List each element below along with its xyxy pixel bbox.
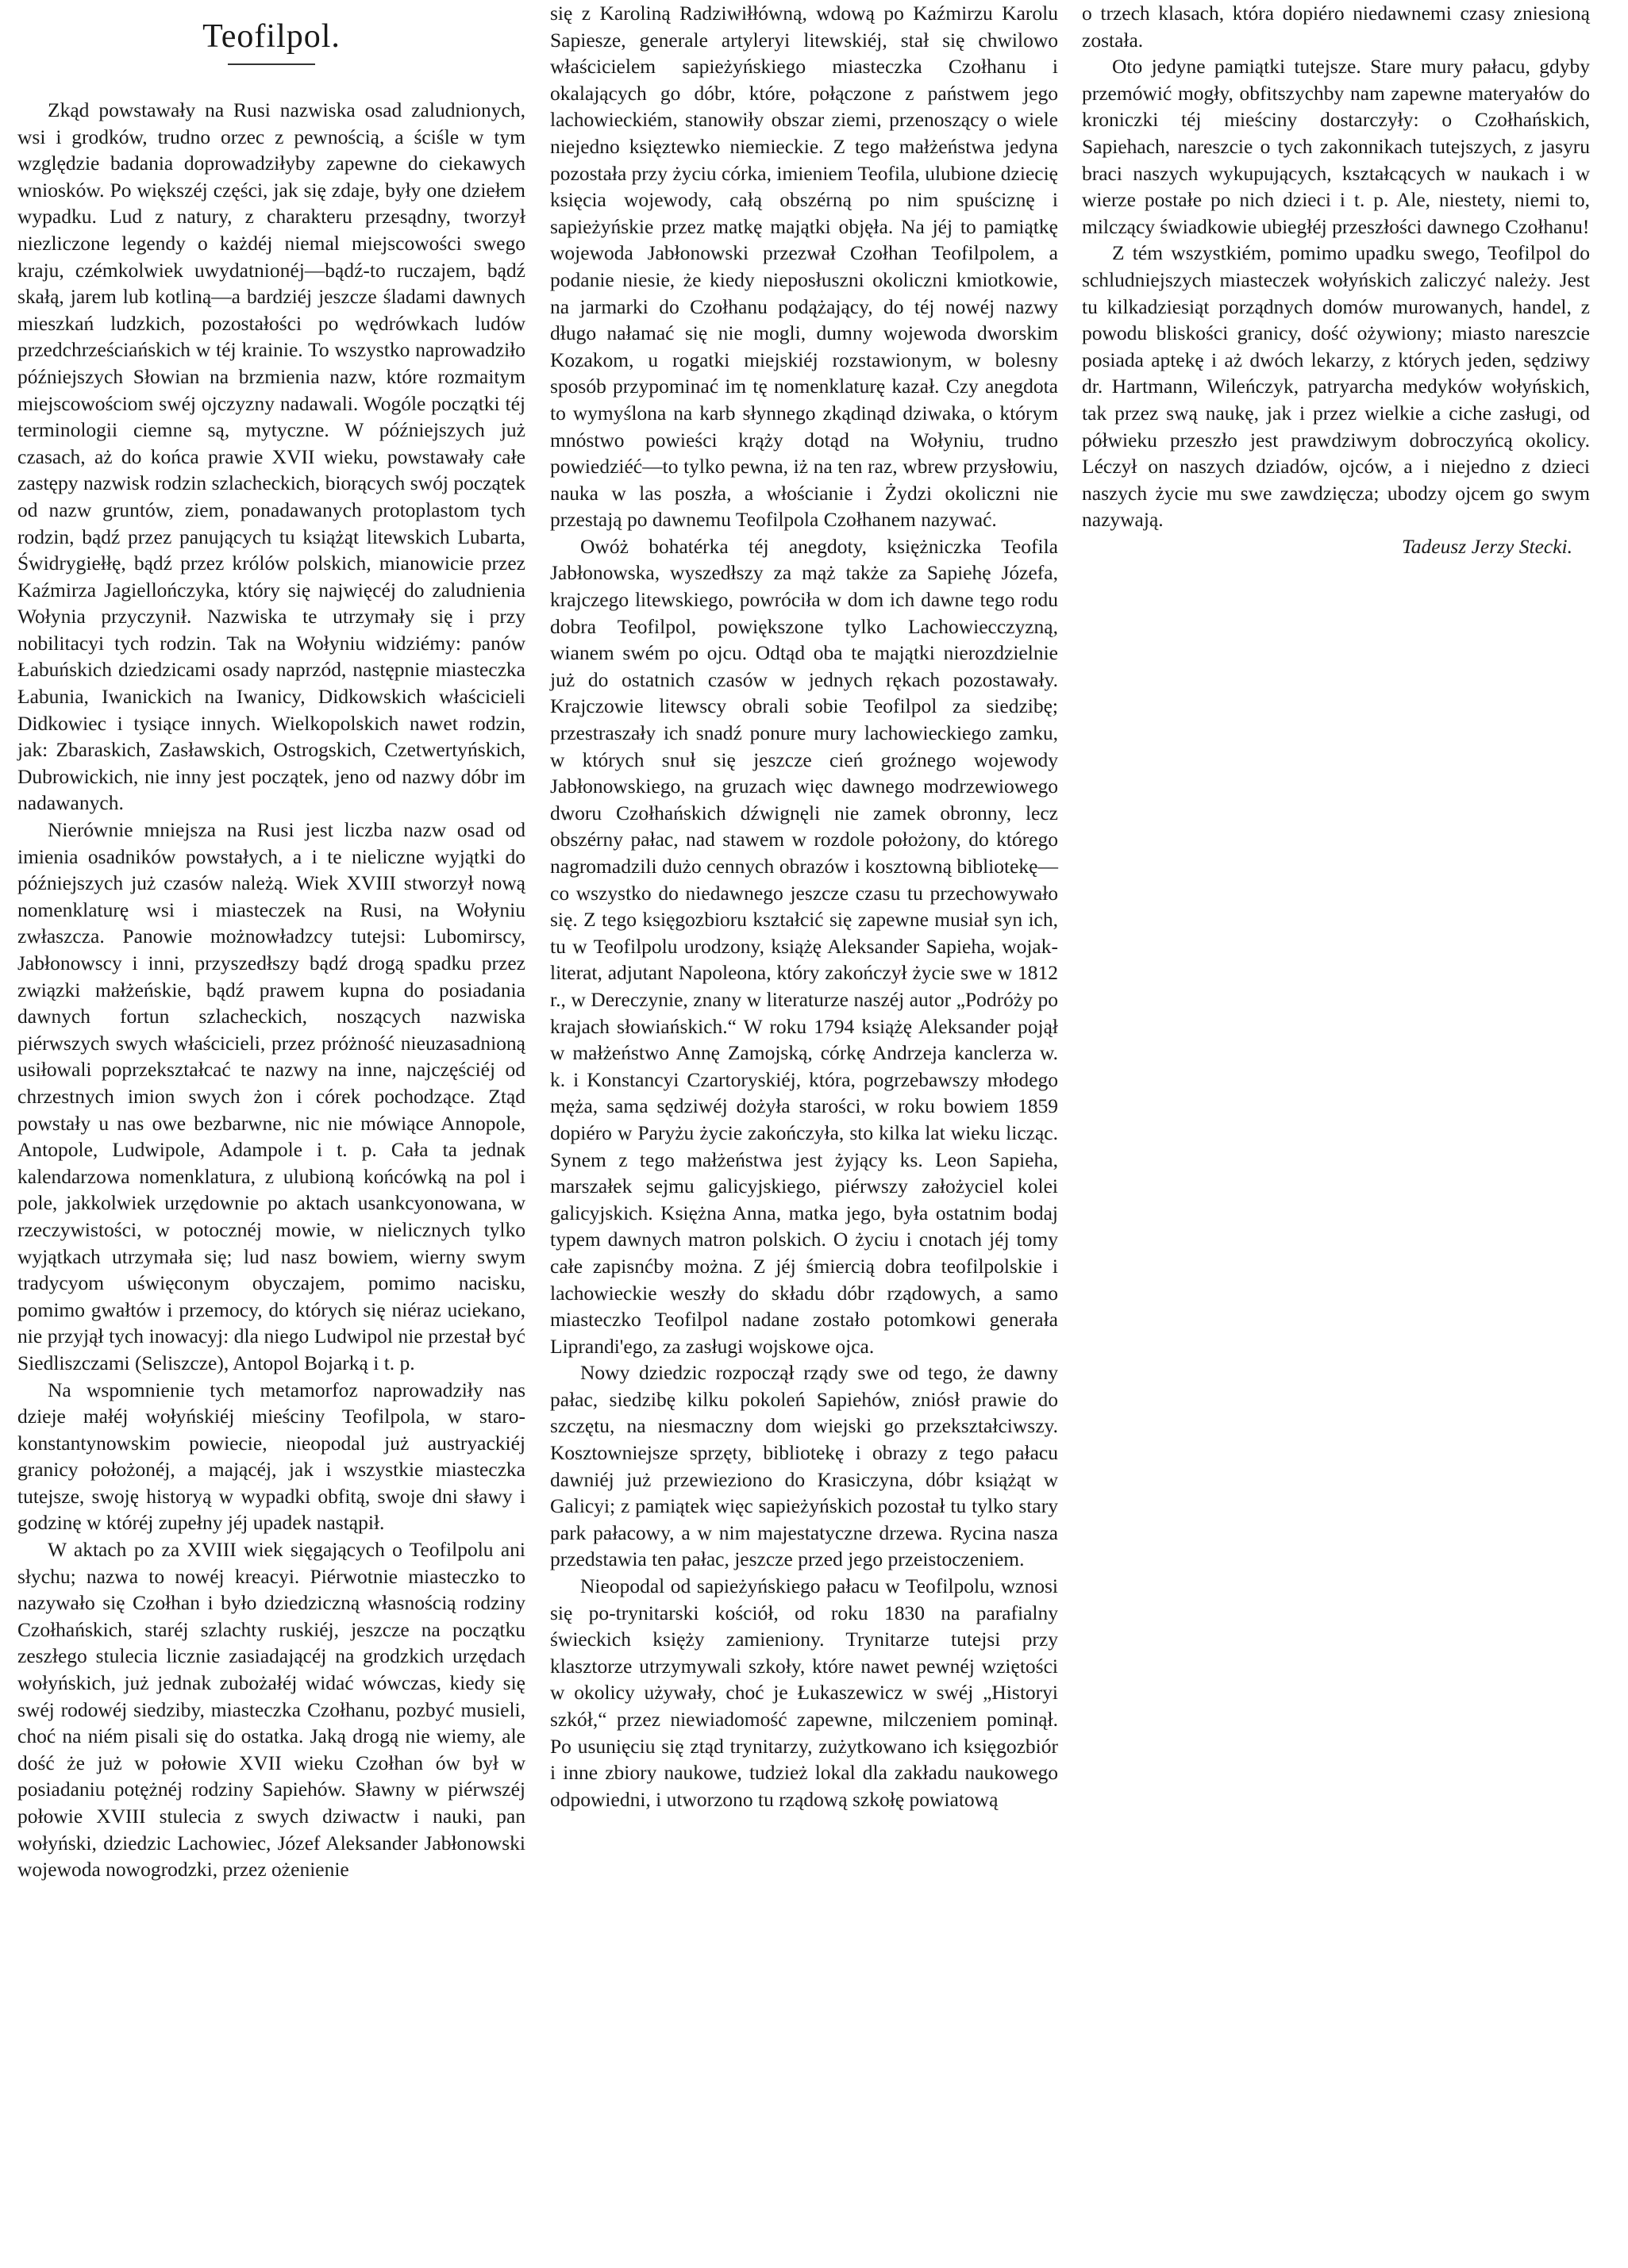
paragraph: Oto jedyne pamiątki tutejsze. Stare mury pałacu, gdyby przemówić mogły, obfitszychby nam zapewne materyałów do kroniczki téj mieściny dostarczyły: o Czołhańskich, Sapiehach, nareszcie o tych zakonnikach tutejszych, z jasyru braci naszych wykupujących, kształcących w naukach i w wierze postałe po nich dzieci i t. p. Ale, niestety, niemi to, milczący świadkowie ubiegłéj przeszłości dawnego Czołhanu! — [1082, 55, 1590, 238]
column-2 — [550, 0, 1058, 1812]
column-1 — [17, 14, 525, 1883]
paragraph: W aktach po za XVIII wiek sięgających o Teofilpolu ani słychu; nazwa to nowéj kreacyi. Piérwotnie miasteczko to nazywało się Czołhan i było dziedziczną własnością rodziny Czołhańskich, staréj szlachty ruskiéj, jeszcze na początku zeszłego stulecia licznie zasiadającéj na grodzkich urzędach wołyńskich, już jednak zubożałéj widać wówczas, kiedy się swéj rodowéj siedziby, miasteczka Czołhanu, pozbyć musieli, choć na niém pisali się do ostatka. Jaką drogą nie wiemy, ale dość że już w połowie XVII wieku Czołhan ów był w posiadaniu potężnéj rodziny Sapiehów. Sławny w piérwszéj połowie XVIII stulecia z swych dziwactw i nauki, pan wołyński, dziedzic Lachowiec, Józef Aleksander Jabłonowski wojewoda nowogrodzki, przez ożenienie — [17, 1538, 525, 1882]
title-rule — [228, 63, 315, 65]
column-3 — [1082, 0, 1590, 559]
paragraph: Na wspomnienie tych metamorfoz naprowadziły nas dzieje małéj wołyńskiéj mieściny Teofilpola, w staro-konstantynowskim powiecie, nieopodal już austryackiéj granicy położonéj, a mającéj, jak i wszystkie miasteczka tutejsze, swoję historyą w wypadki obfitą, swoje dni sławy i godzinę w któréj zupełny jéj upadek nastąpił. — [17, 1378, 525, 1535]
article-title: Teofilpol. — [202, 18, 341, 55]
author-signature: Tadeusz Jerzy Stecki. — [1401, 534, 1572, 558]
paragraph: Nowy dziedzic rozpoczął rządy swe od tego, że dawny pałac, siedzibę kilku pokoleń Sapiehów, zniósł prawie do szczętu, na niesmaczny dom wiejski go przekształciwszy. Kosztowniejsze sprzęty, bibliotekę i obrazy z tego pałacu dawniéj już przewieziono do Krasiczyna, dóbr książąt w Galicyi; z pamiątek więc sapieżyńskich pozostał tu tylko stary park pałacowy, a w nim majestatyczne drzewa. Rycina nasza przedstawia ten pałac, jeszcze przed jego przeistoczeniem. — [550, 1361, 1058, 1571]
paragraph: się z Karoliną Radziwiłłówną, wdową po Kaźmirzu Karolu Sapiesze, generale artyleryi litewskiéj, stał się chwilowo właścicielem sapieżyńskiego miasteczka Czołhanu i okalających go dóbr, które, połączone z państwem jego lachowieckiém, stanowiły obszar ziemi, przenoszący o wiele niejedno księztewko niemieckie. Z tego małżeństwa jedyna pozostała przy życiu córka, imieniem Teofila, ulubione dziecię księcia wojewody, całą obszérną po nim spuściznę i sapieżyńskie przez matkę majątki objęła. Na jéj to pamiątkę wojewoda Jabłonowski przezwał Czołhan Teofilpolem, a podanie niesie, że kiedy nieposłuszni okoliczni kmiotkowie, na jarmarki do Czołhanu podążający, do téj nowéj nazwy długo nałamać się nie mogli, dumny wojewoda dworskim Kozakom, u rogatki miejskiéj rozstawionym, w bolesny sposób przypominać im tę nomenklaturę kazał. Czy anegdota to wymyślona na karb słynnego zkądinąd dziwaka, o którym mnóstwo powieści krąży dotąd na Wołyniu, trudno powiedziéć—to tylko pewna, iż na ten raz, wbrew przysłowiu, nauka w las poszła, a włościanie i Żydzi okoliczni nie przestają po dawnemu Teofilpola Czołhanem nazywać. — [550, 2, 1058, 532]
paragraph: o trzech klasach, która dopiéro niedawnemi czasy zniesioną została. — [1082, 2, 1590, 52]
paragraph: Zkąd powstawały na Rusi nazwiska osad zaludnionych, wsi i grodków, trudno orzec z pewnością, a ściśle w tym względzie badania doprowadziłyby zapewne do ciekawych wniosków. Po większéj części, jak się zdaje, były one dziełem wypadku. Lud z natury, z charakteru przesądny, tworzył niezliczone legendy o każdéj niemal miejscowości swego kraju, czémkolwiek uwydatnionéj—bądź-to ruczajem, bądź skałą, jarem lub kotliną—a bardziéj jeszcze śladami dawnych mieszkań ludzkich, pozostałości po wędrówkach ludów przedchrześciańskich w téj krainie. To wszystko naprowadziło późniejszych Słowian na brzmienia nazw, które rozmaitym miejscowościom swéj ojczyzny nadawali. Wogóle początki téj terminologii ciemne są, mytyczne. W późniejszych już czasach, aż do końca prawie XVII wieku, powstawały całe zastępy nazwisk rodzin szlacheckich, biorących swój początek od nazw gruntów, ziem, ponadawanych protoplastom tych rodzin, bądź przez panujących tu książąt litewskich Lubarta, Świdrygiełłę, bądź przez królów polskich, mianowicie przez Kaźmirza Jagiellończyka, który się najwięcéj do zaludnienia Wołynia przyczynił. Nazwiska te utrzymały się i przy nobilitacyi tych rodzin. Tak na Wołyniu widziémy: panów Łabuńskich dziedzicami osady naprzód, następnie miasteczka Łabunia, Iwanickich na Iwanicy, Didkowskich właścicieli Didkowiec i tysiące innych. Wielkopolskich nawet rodzin, jak: Zbaraskich, Zasławskich, Ostrogskich, Czetwertyńskich, Dubrowickich, nie inny jest początek, jeno od nazwy dóbr im nadawanych. — [17, 98, 525, 815]
paragraph: Owóż bohatérka téj anegdoty, księżniczka Teofila Jabłonowska, wyszedłszy za mąż także za Sapiehę Józefa, krajczego litewskiego, powróciła w dom ich dawne tego rodu dobra Teofilpol, powiększone tylko Lachowiecczyzną, wianem swém po ojcu. Odtąd oba te majątki nierozdzielnie już do ostatnich czasów w jednych rękach pozostawały. Krajczowie litewscy obrali sobie Teofilpol za siedzibę; przestraszały ich snadź ponure mury lachowieckiego zamku, w których snuł się jeszcze cień groźnego wojewody Jabłonowskiego, na gruzach więc dawnego modrzewiowego dworu Czołhańskich dźwignęli nie zamek obronny, lecz obszérny pałac, nad stawem w rozdole położony, do którego nagromadzili dużo cennych obrazów i kosztowną bibliotekę—co wszystko do niedawnego jeszcze czasu tu przechowywało się. Z tego księgozbioru kształcić się zapewne musiał syn ich, tu w Teofilpolu urodzony, książę Aleksander Sapieha, wojak-literat, adjutant Napoleona, który zakończył życie swe w 1812 r., w Dereczynie, znany w literaturze naszéj autor „Podróży po krajach słowiańskich.“ W roku 1794 książę Aleksander pojął w małżeństwo Annę Zamojską, córkę Andrzeja kanclerza w. k. i Konstancyi Czartoryskiéj, która, pogrzebawszy młodego męża, sama sędziwéj dożyła starości, w roku bowiem 1859 dopiéro w Paryżu życie zakończyła, sto kilka lat wieku licząc. Synem z tego małżeństwa jest żyjący ks. Leon Sapieha, marszałek sejmu galicyjskiego, piérwszy założyciel kolei galicyjskich. Księżna Anna, matka jego, była ostatnim bodaj typem dawnych matron polskich. O życiu i cnotach jéj tomy całe zapisnćby można. Z jéj śmiercią dobra teofilpolskie i lachowieckie weszły do składu dóbr rządowych, a samo miasteczko Teofilpol nadane zostało potomkowi generała Liprandi'ego, za zasługi wojskowe ojca. — [550, 534, 1058, 1358]
paragraph: Nieopodal od sapieżyńskiego pałacu w Teofilpolu, wznosi się po-trynitarski kościół, od roku 1830 na parafialny świeckich księży zamieniony. Trynitarze tutejsi przy klasztorze utrzymywali szkoły, które nawet pewnéj wziętości w okolicy używały, choć je Łukaszewicz w swéj „Historyi szkół,“ przez niewiadomość zapewne, milczeniem pominął. Po usunięciu się ztąd trynitarzy, zużytkowano ich księgozbiór i inne zbiory naukowe, tudzież lokal dla zakładu naukowego odpowiedni, i utworzono tu rządową szkołę powiatową — [550, 1574, 1058, 1811]
paragraph: Z tém wszystkiém, pomimo upadku swego, Teofilpol do schludniejszych miasteczek wołyńskich zaliczyć należy. Jest tu kilkadziesiąt porządnych domów murowanych, handel, z powodu bliskości granicy, dość ożywiony; miasto nareszcie posiada aptekę i aż dwóch lekarzy, z których jeden, sędziwy dr. Hartmann, Wileńczyk, patryarcha medyków wołyńskich, tak przez swą naukę, jak i przez wielkie a ciche zasługi, od półwieku przeszło jest prawdziwym dobroczyńcą okolicy. Léczył on naszych dziadów, ojców, a i niejedno z dzieci naszych życie mu swe zawdzięcza; ubodzy ojcem go swym nazywają. — [1082, 241, 1590, 532]
paragraph: Nierównie mniejsza na Rusi jest liczba nazw osad od imienia osadników powstałych, a i te nieliczne wyjątki do późniejszych już czasów należą. Wiek XVIII stworzył nową nomenklaturę wsi i miasteczek na Rusi, na Wołyniu zwłaszcza. Panowie możnowładzcy tutejsi: Lubomirscy, Jabłonowscy i inni, przyszedłszy bądź drogą spadku przez związki małżeńskie, bądź prawem kupna do posiadania dawnych fortun szlacheckich, noszących nazwiska piérwszych swych właścicieli, przez próżność nieuzasadnioną usiłowali poprzekształcać te nazwy na inne, najczęściéj od chrzestnych imion swych żon i córek pochodzące. Ztąd powstały u nas owe bezbarwne, nic nie mówiące Annopole, Antopole, Ludwipole, Adampole i t. p. Cała ta jednak kalendarzowa nomenklatura, z ulubioną końcówką na pol i pole, jakkolwiek urzędownie po aktach usankcyonowana, w rzeczywistości, w potocznéj mowie, w nielicznych tylko wyjątkach utrzymała się; lud nasz bowiem, wierny swym tradycyom uświęconym obyczajem, pomimo nacisku, pomimo gwałtów i przemocy, do których się niéraz uciekano, nie przyjął tych inowacyj: dla niego Ludwipol nie przestał być Siedliszczami (Seliszcze), Antopol Bojarką i t. p. — [17, 818, 525, 1374]
